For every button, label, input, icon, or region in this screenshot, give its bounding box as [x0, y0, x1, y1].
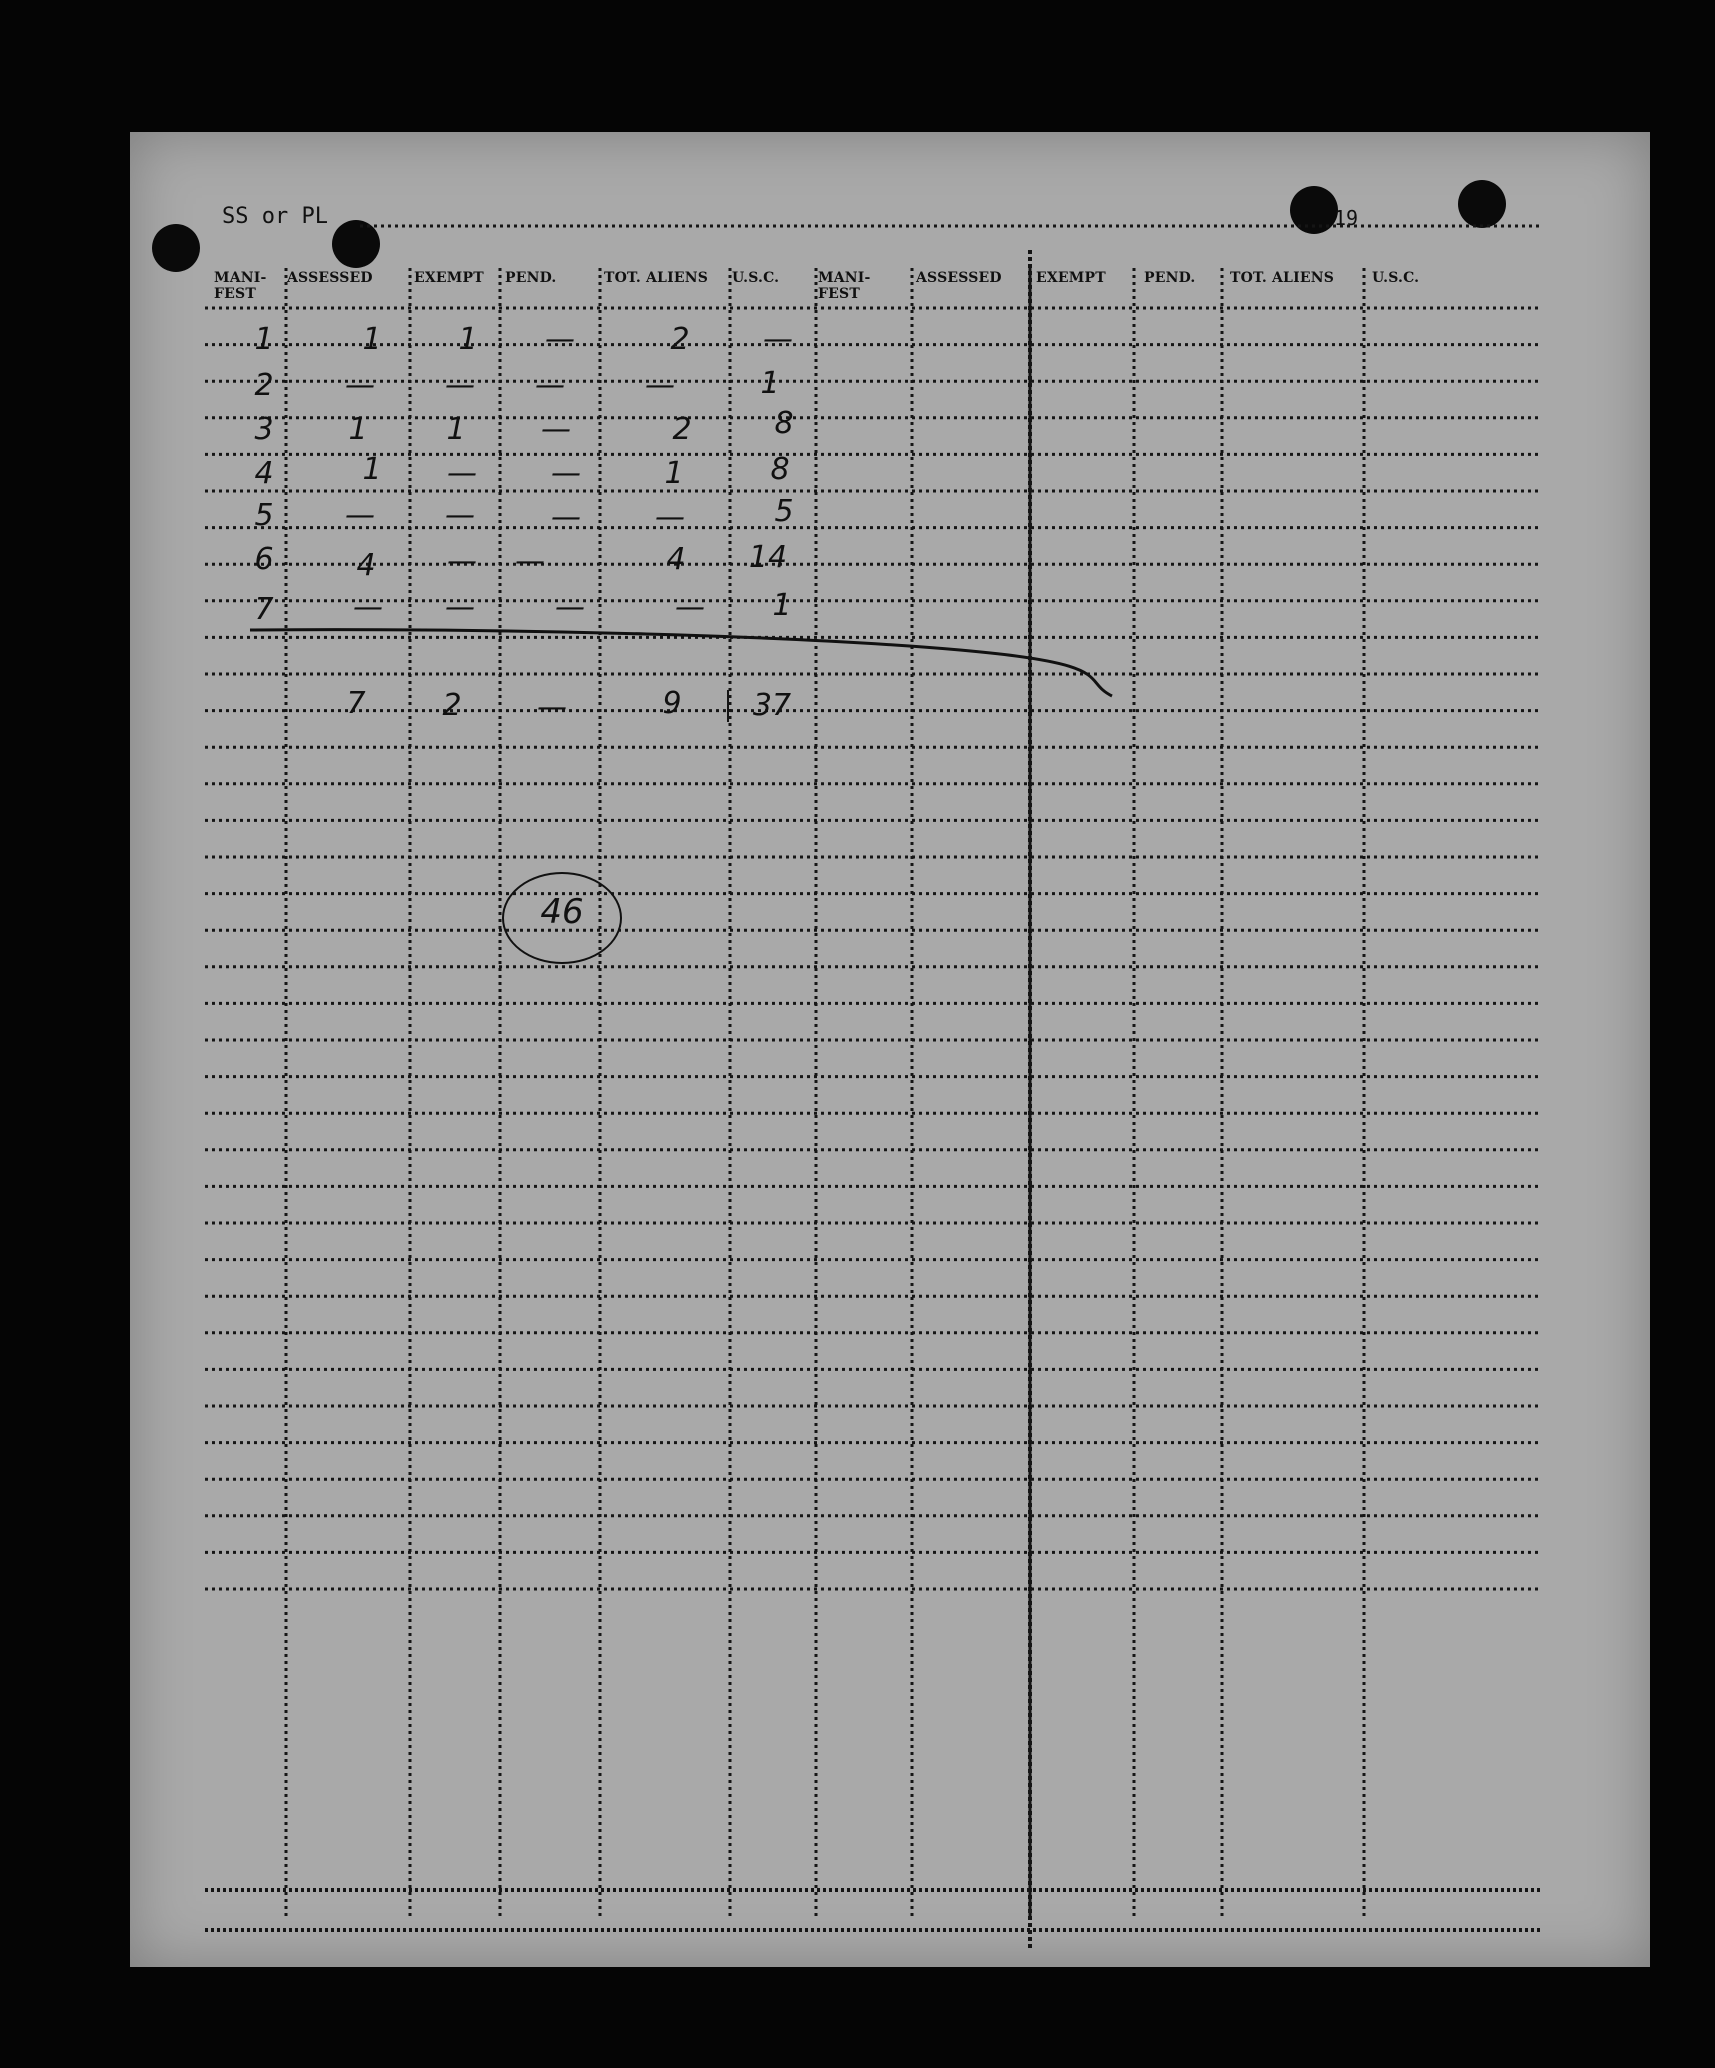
pend-cell: — [541, 412, 571, 447]
assessed-cell: — [353, 590, 383, 625]
usc-cell: 1 [760, 366, 780, 401]
exempt-cell: 1 [458, 322, 478, 357]
manifest-cell: 5 [254, 498, 274, 533]
usc-cell: 1 [772, 588, 792, 623]
usc-cell: — [763, 322, 793, 357]
usc-cell: 8 [770, 452, 790, 487]
total-assessed: 7 [346, 686, 366, 721]
exempt-cell: — [447, 544, 477, 579]
assessed-cell: 1 [348, 412, 368, 447]
manifest-cell: 2 [254, 368, 274, 403]
exempt-cell: 1 [446, 412, 466, 447]
manifest-cell: 1 [254, 322, 274, 357]
col-header-exempt-1: EXEMPT [414, 270, 484, 286]
pend-cell: — [551, 500, 581, 535]
exempt-cell: — [445, 498, 475, 533]
assessed-cell: 1 [362, 322, 382, 357]
usc-cell: 5 [774, 494, 794, 529]
manifest-cell: 4 [254, 456, 274, 491]
exempt-cell: — [447, 456, 477, 491]
total-usc: 37 [752, 688, 792, 723]
usc-cell: 8 [774, 406, 794, 441]
tot-aliens-cell: 1 [664, 456, 684, 491]
usc-cell: 14 [748, 540, 788, 575]
tot-aliens-cell: — [655, 500, 685, 535]
col-header-manifest-2: MANI- FEST [818, 270, 871, 302]
col-header-tot-aliens-2: TOT. ALIENS [1230, 270, 1335, 286]
assessed-cell: — [345, 498, 375, 533]
col-header-tot-aliens-1: TOT. ALIENS [604, 270, 709, 286]
col-header-usc-2: U.S.C. [1372, 270, 1420, 286]
tot-aliens-cell: — [675, 590, 705, 625]
circled-number-text: 46 [540, 892, 584, 932]
tot-aliens-cell: — [645, 368, 675, 403]
col-header-assessed-2: ASSESSED [916, 270, 1002, 286]
pend-cell: — [555, 590, 585, 625]
col-header-pend-1: PEND. [505, 270, 557, 286]
exempt-cell: — [445, 590, 475, 625]
pend-cell: — [551, 456, 581, 491]
col-header-assessed-1: ASSESSED [287, 270, 373, 286]
pend-cell: — [535, 368, 565, 403]
pend-cell: — [545, 322, 575, 357]
vessel-label: SS or PL [222, 204, 328, 229]
col-header-exempt-2: EXEMPT [1036, 270, 1106, 286]
tot-aliens-cell: 2 [670, 322, 690, 357]
total-pend: — [537, 690, 567, 725]
tot-aliens-cell: 4 [666, 542, 686, 577]
pend-cell: — [515, 544, 545, 579]
tot-aliens-cell: 2 [672, 412, 692, 447]
circled-number [502, 872, 622, 964]
col-header-usc-1: U.S.C. [732, 270, 780, 286]
year-label: 19 [1334, 206, 1359, 230]
manifest-cell: 7 [254, 592, 274, 627]
assessed-cell: 4 [356, 548, 376, 583]
total-tot-aliens: 9 [662, 686, 682, 721]
exempt-cell: — [445, 368, 475, 403]
total-exempt: 2 [442, 688, 462, 723]
assessed-cell: 1 [362, 452, 382, 487]
col-header-manifest-1: MANI- FEST [214, 270, 267, 302]
assessed-cell: — [345, 368, 375, 403]
manifest-cell: 6 [254, 542, 274, 577]
col-header-pend-2: PEND. [1144, 270, 1196, 286]
manifest-cell: 3 [254, 412, 274, 447]
